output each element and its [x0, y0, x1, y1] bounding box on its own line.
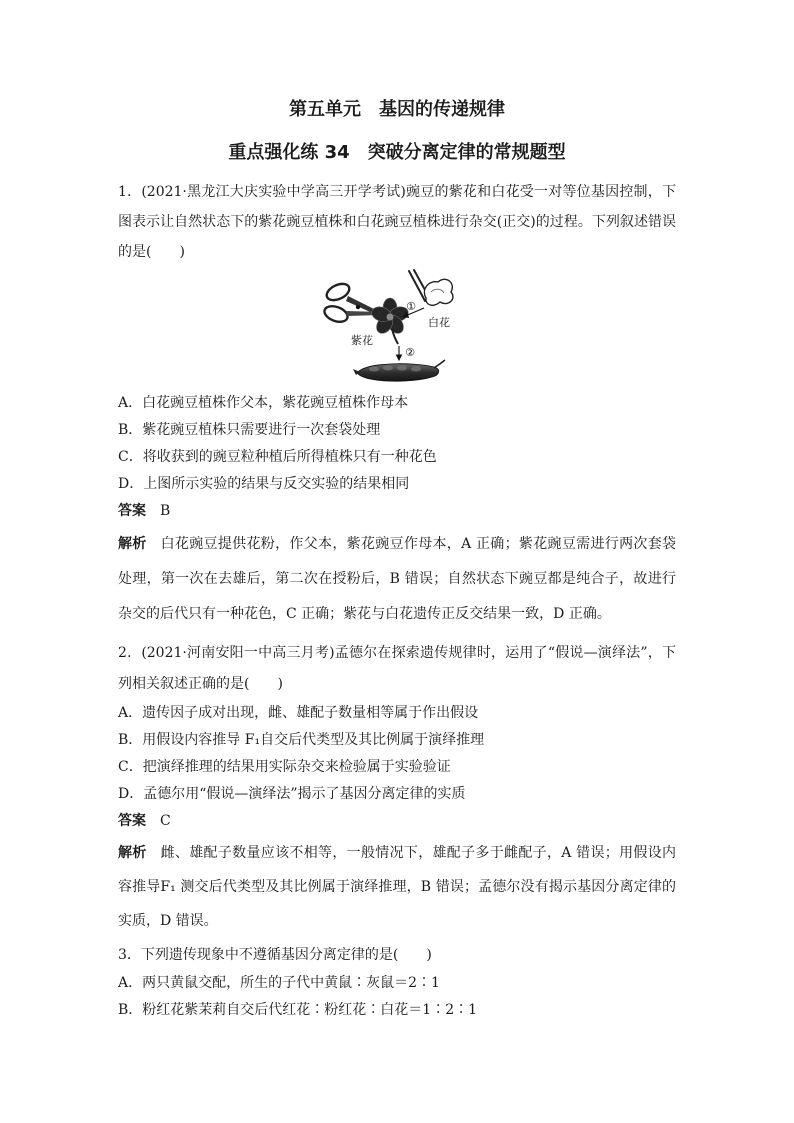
analysis-label: 解析 [118, 536, 147, 552]
analysis-text: 白花豌豆提供花粉，作父本，紫花豌豆作母本，A 正确；紫花豌豆需进行两次套袋处理，第一次在去雄后，第二次在授粉后，B 错误；自然状态下豌豆都是纯合子，故进行杂交的后代只有一种花色，C 正确；紫花与白花遗传正反交结果一致，D 正确。 [118, 536, 677, 622]
analysis-text: 雌、雄配子数量应该不相等，一般情况下，雄配子多于雌配子，A 错误；用假设内容推导F₁ 测交后代类型及其比例属于演绎推理，B 错误；孟德尔没有揭示基因分离定律的实质，D 错误。 [118, 845, 677, 929]
scissors-icon [322, 281, 382, 325]
analysis [118, 527, 676, 632]
pea-pod [353, 360, 445, 381]
option-c: C．将收获到的豌豆粒种植后所得植株只有一种花色 [118, 449, 437, 465]
unit-title: 第五单元 基因的传递规律 [289, 99, 505, 120]
question-stem: 2．(2021·河南安阳一中高三月考)孟德尔在探索遗传规律时，运用了“假说—演绎法”，下列相关叙述正确的是( ) [118, 645, 676, 692]
options-list [118, 970, 676, 1024]
question-stem: 1．(2021·黑龙江大庆实验中学高三开学考试)豌豆的紫花和白花受一对等位基因控制，下图表示让自然状态下的紫花豌豆植株和白花豌豆植株进行杂交(正交)的过程。下列叙述错误的是( ) [118, 184, 676, 260]
answer-value: C [160, 813, 171, 829]
analysis-label: 解析 [118, 845, 147, 861]
purple-flower [370, 298, 410, 336]
option-b: B．粉红花紫茉莉自交后代红花∶粉红花∶白花＝1∶2∶1 [118, 1002, 478, 1018]
answer-value: B [160, 503, 171, 519]
analysis [118, 836, 676, 938]
option-b: B．紫花豌豆植株只需要进行一次套袋处理 [118, 422, 381, 438]
option-b: B．用假设内容推导 F₁自交后代类型及其比例属于演绎推理 [118, 732, 485, 748]
options-list [118, 390, 676, 498]
white-flower-label: 白花 [428, 316, 450, 329]
purple-flower-label: 紫花 [351, 334, 373, 347]
option-a: A．两只黄鼠交配，所生的子代中黄鼠∶灰鼠＝2∶1 [118, 975, 440, 991]
answer-label: 答案 [118, 503, 146, 519]
question-1 [118, 177, 676, 632]
option-a: A．遗传因子成对出现，雌、雄配子数量相等属于作出假设 [118, 705, 479, 721]
page-content [118, 97, 676, 1024]
section-title: 重点强化练 34 突破分离定律的常规题型 [228, 142, 566, 163]
option-a: A．白花豌豆植株作父本，紫花豌豆植株作母本 [118, 395, 409, 411]
options-list [118, 700, 676, 808]
question-stem: 3．下列遗传现象中不遵循基因分离定律的是( ) [118, 947, 432, 963]
pea-cross-figure [322, 268, 472, 386]
option-d: D．上图所示实验的结果与反交实验的结果相同 [118, 476, 410, 492]
answer-line [118, 808, 676, 835]
step-1-label: ① [406, 300, 416, 313]
question-3 [118, 940, 676, 1024]
white-flower [424, 279, 452, 305]
step-2-label: ② [405, 346, 415, 359]
answer-line [118, 498, 676, 525]
question-2 [118, 638, 676, 938]
option-c: C．把演绎推理的结果用实际杂交来检验属于实验验证 [118, 759, 451, 775]
option-d: D．孟德尔用“假说—演绎法”揭示了基因分离定律的实质 [118, 786, 466, 802]
answer-label: 答案 [118, 813, 146, 829]
